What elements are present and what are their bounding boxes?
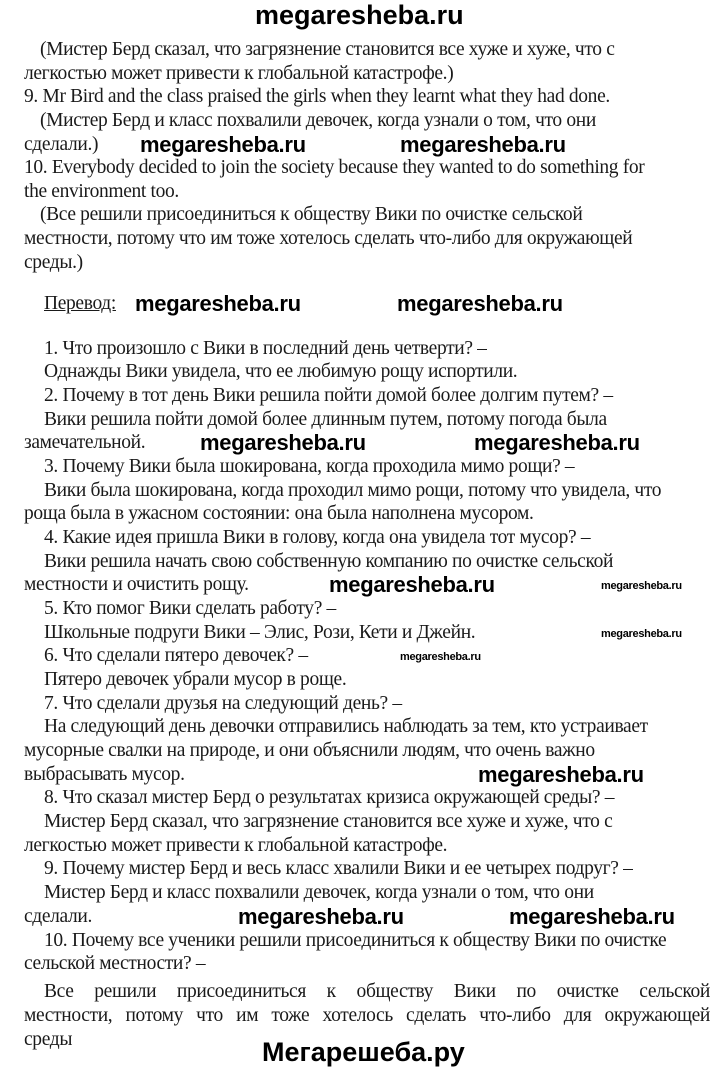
text-line: the environment too. <box>24 181 179 202</box>
header-watermark: megaresheba.ru <box>255 0 464 30</box>
text-line: среды.) <box>24 252 83 273</box>
text-line: Все решили присоединиться к обществу Вики по очистке сельской <box>44 981 710 1002</box>
text-line: Пятеро девочек убрали мусор в роще. <box>44 669 347 690</box>
text-line: среды <box>24 1029 73 1050</box>
text-line: Мистер Берд сказал, что загрязнение становится все хуже и хуже, что с <box>44 811 613 832</box>
text-line: сельской местности? – <box>24 953 206 974</box>
text-line: сделали.) <box>24 134 99 155</box>
text-line: мусорные свалки на природе, и они объяснили людям, что очень важно <box>24 740 595 761</box>
watermark: megaresheba.ru <box>200 430 366 455</box>
watermark: megaresheba.ru <box>400 651 481 663</box>
watermark: megaresheba.ru <box>238 904 404 929</box>
text-line: 1. Что произошло с Вики в последний день четверти? – <box>44 338 487 359</box>
text-line: сделали. <box>24 906 93 927</box>
text-line: роща была в ужасном состоянии: она была наполнена мусором. <box>24 503 534 524</box>
footer-watermark: Мегарешеба.ру <box>262 1037 465 1067</box>
text-line: 10. Почему все ученики решили присоединиться к обществу Вики по очистке <box>44 930 667 951</box>
text-line: 6. Что сделали пятеро девочек? – <box>44 645 308 666</box>
text-line: замечательной. <box>24 432 146 453</box>
watermark: megaresheba.ru <box>397 291 563 316</box>
watermark: megaresheba.ru <box>601 628 682 640</box>
text-line: Однажды Вики увидела, что ее любимую рощу испортили. <box>44 361 518 382</box>
text-line: выбрасывать мусор. <box>24 764 185 785</box>
text-line: 9. Почему мистер Берд и весь класс хвалили Вики и ее четырех подруг? – <box>44 858 633 879</box>
text-line: 2. Почему в тот день Вики решила пойти домой более долгим путем? – <box>44 385 613 406</box>
text-line: 5. Кто помог Вики сделать работу? – <box>44 598 336 619</box>
text-line: (Все решили присоединиться к обществу Вики по очистке сельской <box>40 204 583 225</box>
text-line: 10. Everybody decided to join the society because they wanted to do something for <box>24 157 645 178</box>
watermark: megaresheba.ru <box>140 132 306 157</box>
text-line: (Мистер Берд и класс похвалили девочек, когда узнали о том, что они <box>40 110 596 131</box>
watermark: megaresheba.ru <box>400 132 566 157</box>
text-line: местности и очистить рощу. <box>24 574 249 595</box>
watermark: megaresheba.ru <box>329 572 495 597</box>
text-line: 4. Какие идея пришла Вики в голову, когда она увидела тот мусор? – <box>44 527 591 548</box>
watermark: megaresheba.ru <box>478 762 644 787</box>
text-line: легкостью может привести к глобальной катастрофе.) <box>24 63 454 84</box>
text-line: Мистер Берд и класс похвалили девочек, когда узнали о том, что они <box>44 882 594 903</box>
text-line: 9. Mr Bird and the class praised the girls when they learnt what they had done. <box>24 86 610 107</box>
text-line: (Мистер Берд сказал, что загрязнение становится все хуже и хуже, что с <box>40 39 615 60</box>
text-line: 3. Почему Вики была шокирована, когда проходила мимо рощи? – <box>44 456 575 477</box>
text-line: 7. Что сделали друзья на следующий день? – <box>44 693 402 714</box>
watermark: megaresheba.ru <box>474 430 640 455</box>
text-line: На следующий день девочки отправились наблюдать за тем, кто устраивает <box>44 716 648 737</box>
text-line: 8. Что сказал мистер Берд о результатах кризиса окружающей среды? – <box>44 787 615 808</box>
watermark: megaresheba.ru <box>135 291 301 316</box>
text-line: Школьные подруги Вики – Элис, Рози, Кети и Джейн. <box>44 622 476 643</box>
text-line: легкостью может привести к глобальной катастрофе. <box>24 835 448 856</box>
watermark: megaresheba.ru <box>509 904 675 929</box>
text-line: местности, потому что им тоже хотелось сделать что-либо для окружающей <box>24 228 633 249</box>
text-line: Вики решила пойти домой более длинным путем, потому погода была <box>44 409 607 430</box>
watermark: megaresheba.ru <box>601 580 682 592</box>
translation-heading: Перевод: <box>44 293 116 314</box>
text-line: местности, потому что им тоже хотелось сделать что-либо для окружающей <box>24 1005 710 1026</box>
text-line: Вики была шокирована, когда проходил мимо рощи, потому что увидела, что <box>44 480 662 501</box>
text-line: Вики решила начать свою собственную компанию по очистке сельской <box>44 551 614 572</box>
